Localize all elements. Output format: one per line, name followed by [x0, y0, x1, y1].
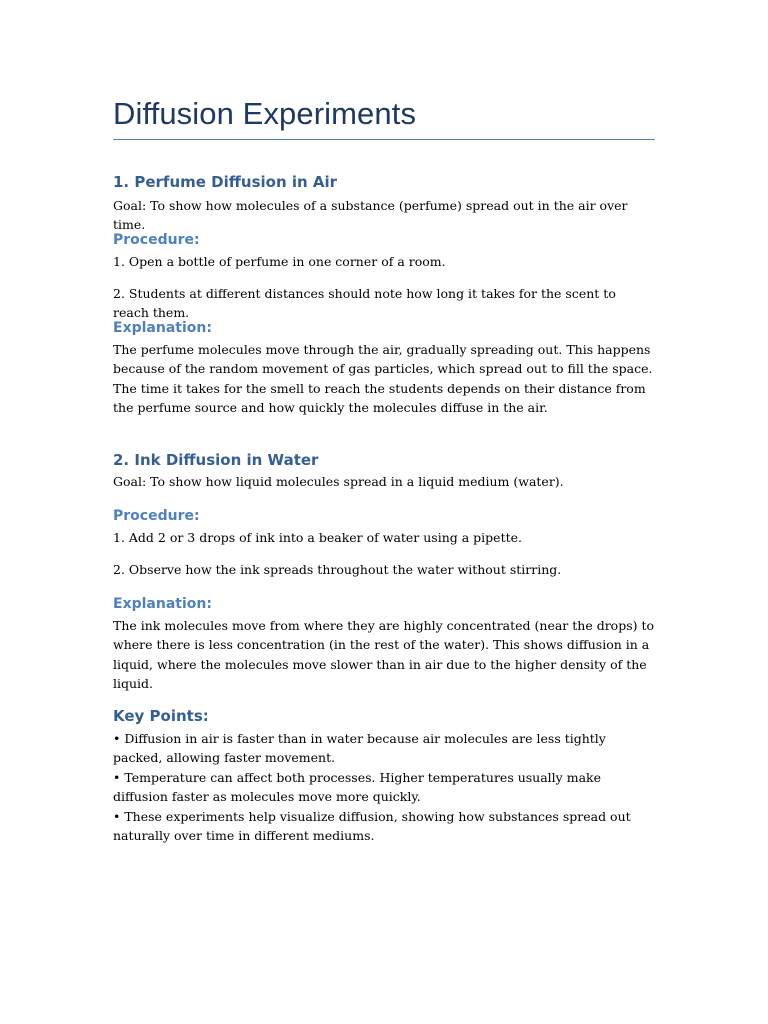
explanation-text: The ink molecules move from where they are highly concentrated (near the drops) to where there is less concentration (in the rest of the water). This shows diffusion in a liquid, where the molecules move slower than in air due to the higher density of the liquid.: [113, 618, 655, 692]
section-perfume-diffusion: [113, 172, 655, 192]
key-point-item: • Temperature can affect both processes. Higher temperatures usually make diffusion faster as molecules move more quickly.: [113, 770, 601, 805]
procedure-step: 1. Open a bottle of perfume in one corner of a room.: [113, 254, 446, 269]
section-heading: 1. Perfume Diffusion in Air: [113, 173, 338, 191]
section-goal: Goal: To show how molecules of a substance (perfume) spread out in the air over time.: [113, 198, 628, 233]
procedure-step: 1. Add 2 or 3 drops of ink into a beaker of water using a pipette.: [113, 530, 522, 545]
document-title: Diffusion Experiments: [113, 96, 417, 131]
section-heading: 2. Ink Diffusion in Water: [113, 451, 319, 469]
section-goal: Goal: To show how liquid molecules spread in a liquid medium (water).: [113, 474, 564, 489]
key-points-heading: Key Points:: [113, 707, 209, 725]
explanation-text: The perfume molecules move through the air, gradually spreading out. This happens because of the random movement of gas particles, which spread out to fill the space. The time it takes for the smell to reach the students depends on their distance from the perfume source and how quickly the molecules diffuse in the air.: [113, 342, 653, 416]
procedure-heading: Procedure:: [113, 232, 200, 248]
explanation-heading: Explanation:: [113, 596, 212, 612]
explanation-heading: Explanation:: [113, 320, 212, 336]
procedure-heading: Procedure:: [113, 508, 200, 524]
procedure-step: 2. Students at different distances should note how long it takes for the scent to reach them.: [113, 286, 616, 321]
key-point-item: • Diffusion in air is faster than in water because air molecules are less tightly packed, allowing faster movement.: [113, 731, 606, 766]
key-point-item: • These experiments help visualize diffusion, showing how substances spread out naturally over time in different mediums.: [113, 809, 631, 844]
title-divider: [113, 139, 655, 140]
procedure-step: 2. Observe how the ink spreads throughout the water without stirring.: [113, 562, 562, 577]
